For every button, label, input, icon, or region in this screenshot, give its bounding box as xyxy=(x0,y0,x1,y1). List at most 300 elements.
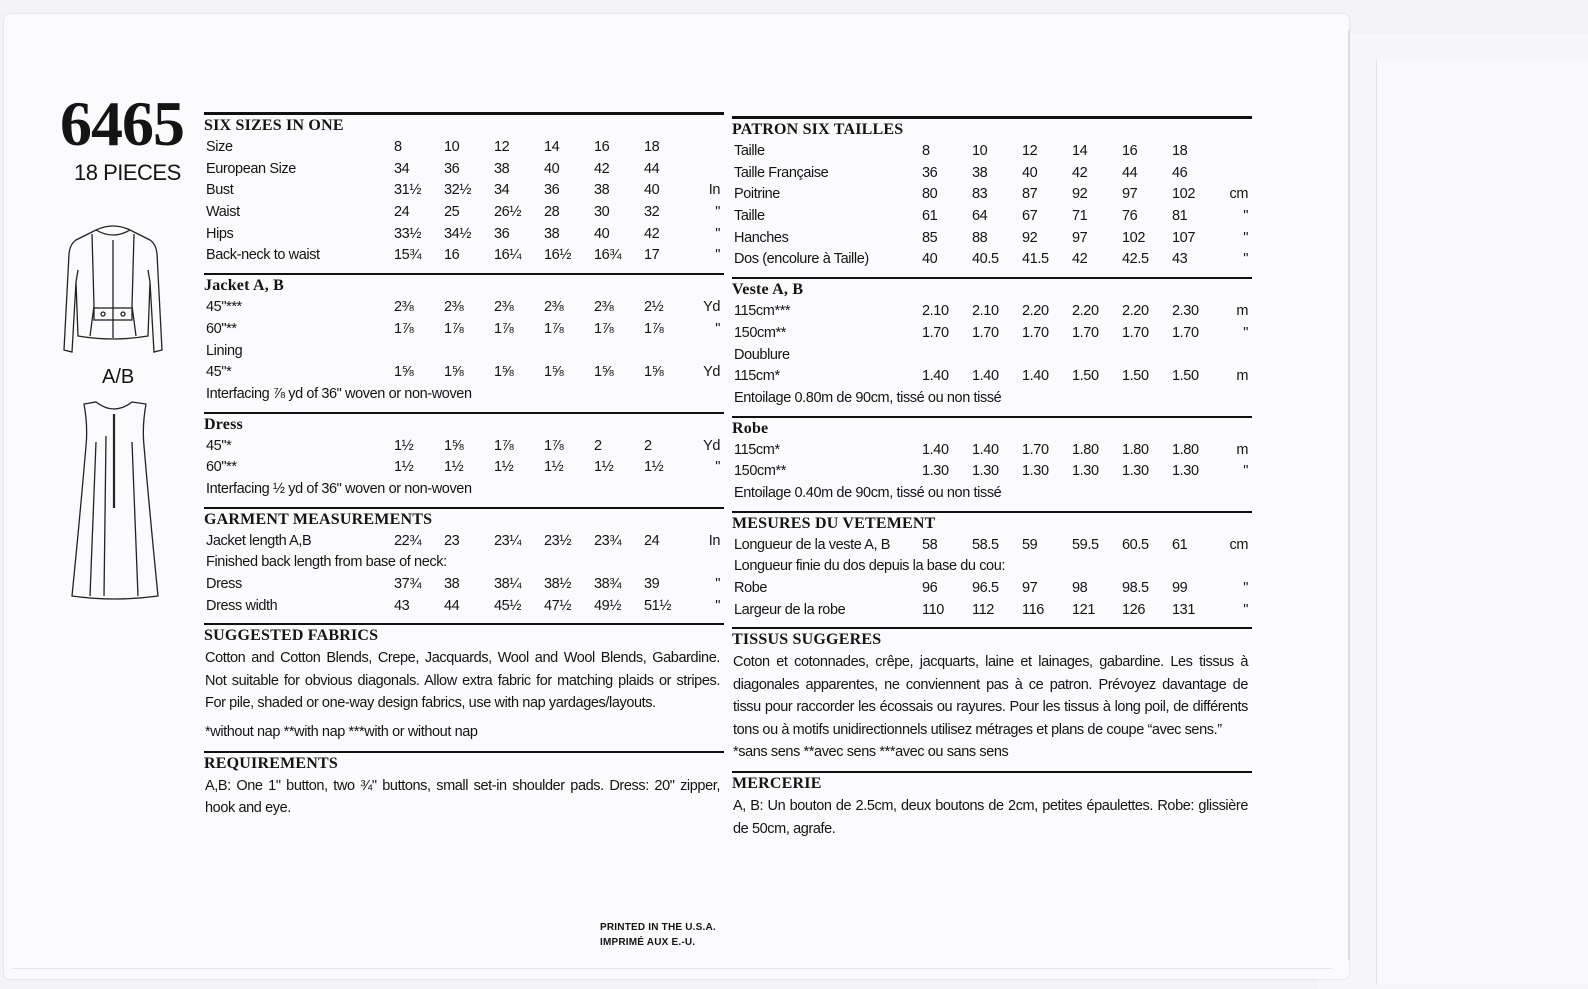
row-value: 38¾ xyxy=(594,576,622,593)
row-value: 58 xyxy=(922,536,938,553)
row-value: 43 xyxy=(394,597,410,614)
row-value: 1⅞ xyxy=(494,437,514,454)
table-row xyxy=(204,180,724,202)
table-row xyxy=(204,341,724,363)
row-value: 30 xyxy=(594,204,610,221)
row-unit: cm xyxy=(1229,186,1248,203)
row-value: 2.20 xyxy=(1072,303,1099,320)
view-label: A/B xyxy=(102,366,135,388)
fr-jacket-interfacing: Entoilage 0.80m de 90cm, tissé ou non tissé xyxy=(734,389,1002,406)
row-value: 121 xyxy=(1072,601,1095,618)
row-value: 15¾ xyxy=(394,247,422,264)
row-label: 60"** xyxy=(206,459,237,476)
row-value: 1.40 xyxy=(972,441,999,458)
row-unit: " xyxy=(715,225,720,242)
row-value: 1½ xyxy=(494,459,514,476)
row-value: 1.80 xyxy=(1072,441,1099,458)
fr-sizes-title: PATRON SIX TAILLES xyxy=(732,121,904,138)
row-unit: " xyxy=(1243,601,1248,618)
row-label: Bust xyxy=(206,182,234,199)
table-row xyxy=(732,323,1252,345)
row-unit: In xyxy=(708,532,720,549)
row-label: Dress xyxy=(206,576,242,593)
row-unit: " xyxy=(715,597,720,614)
row-value: 1.70 xyxy=(972,324,999,341)
table-row xyxy=(732,578,1252,600)
row-value: 36 xyxy=(922,164,938,181)
row-label: Waist xyxy=(206,204,240,221)
row-value: 116 xyxy=(1022,601,1044,618)
row-value: 98.5 xyxy=(1122,580,1149,597)
row-value: 45½ xyxy=(494,597,522,614)
row-value: 88 xyxy=(972,229,988,246)
fr-jacket-table xyxy=(732,301,1252,388)
row-value: 44 xyxy=(444,597,460,614)
row-value: 67 xyxy=(1022,208,1038,225)
row-value: 61 xyxy=(922,208,938,225)
table-row xyxy=(204,319,724,341)
table-row xyxy=(204,224,724,246)
row-unit: cm xyxy=(1229,536,1248,553)
printed-in-notice xyxy=(600,920,716,950)
table-row xyxy=(732,556,1252,578)
row-value: 80 xyxy=(922,186,938,203)
row-label: 45"*** xyxy=(206,299,242,316)
row-label: Finished back length from base of neck: xyxy=(206,554,447,571)
row-label: Longueur finie du dos depuis la base du cou: xyxy=(734,558,1006,575)
row-value: 18 xyxy=(1172,143,1188,159)
row-unit: " xyxy=(1243,229,1248,246)
row-value: 102 xyxy=(1172,186,1195,203)
row-value: 25 xyxy=(444,204,460,221)
row-value: 1½ xyxy=(394,459,414,476)
table-row xyxy=(732,440,1252,462)
row-value: 83 xyxy=(972,186,988,203)
row-label: Back-neck to waist xyxy=(206,247,320,264)
fabrics-title: SUGGESTED FABRICS xyxy=(204,627,379,645)
row-value: 24 xyxy=(644,532,660,549)
row-value: 42.5 xyxy=(1122,251,1149,268)
fr-garment-table xyxy=(732,535,1252,622)
jacket-title: Jacket A, B xyxy=(204,277,284,295)
row-value: 14 xyxy=(544,139,560,155)
row-value: 46 xyxy=(1172,164,1188,181)
table-row xyxy=(732,206,1252,228)
row-value: 36 xyxy=(544,182,560,199)
row-value: 1⅝ xyxy=(444,437,464,454)
row-value: 1⅝ xyxy=(644,364,664,381)
row-value: 1⅝ xyxy=(394,364,414,381)
row-value: 12 xyxy=(494,139,510,155)
jacket-table xyxy=(204,297,724,384)
row-value: 1.70 xyxy=(1122,324,1149,341)
row-value: 38 xyxy=(594,182,610,199)
row-value: 32½ xyxy=(444,182,472,199)
row-value: 1.70 xyxy=(1022,324,1049,341)
row-unit: " xyxy=(715,320,720,337)
row-value: 1.40 xyxy=(1022,368,1049,385)
row-value: 40 xyxy=(594,225,610,242)
row-value: 44 xyxy=(644,160,660,177)
row-unit: In xyxy=(708,182,720,199)
row-value: 22¾ xyxy=(394,532,422,549)
row-value: 14 xyxy=(1072,143,1088,159)
row-value: 1⅝ xyxy=(444,364,464,381)
pattern-number: 6465 xyxy=(60,88,184,159)
row-unit: " xyxy=(1243,580,1248,597)
table-row xyxy=(732,535,1252,557)
dress-interfacing: Interfacing ½ yd of 36" woven or non-woven xyxy=(206,480,472,497)
table-row xyxy=(204,245,724,267)
english-column xyxy=(204,112,724,820)
row-value: 16¼ xyxy=(494,247,522,264)
row-value: 1.50 xyxy=(1122,368,1149,385)
row-value: 1.70 xyxy=(1072,324,1099,341)
row-value: 126 xyxy=(1122,601,1145,618)
row-unit: " xyxy=(1243,251,1248,268)
row-value: 97 xyxy=(1072,229,1088,246)
row-value: 17 xyxy=(644,247,660,264)
row-unit: Yd xyxy=(703,299,720,316)
row-label: Largeur de la robe xyxy=(734,601,846,618)
table-row xyxy=(204,596,724,618)
row-value: 92 xyxy=(1072,186,1088,203)
jacket-section xyxy=(204,273,724,405)
fabrics-section xyxy=(204,623,724,743)
table-row xyxy=(732,249,1252,271)
row-value: 1½ xyxy=(394,437,414,454)
fr-sizes-table xyxy=(732,141,1252,271)
row-value: 1⅝ xyxy=(544,364,564,381)
fr-garment-section xyxy=(732,511,1252,622)
row-value: 2.30 xyxy=(1172,303,1199,320)
row-value: 23½ xyxy=(544,532,572,549)
row-label: 45"* xyxy=(206,364,232,381)
row-value: 38½ xyxy=(544,576,572,593)
row-value: 1⅞ xyxy=(394,320,414,337)
table-row xyxy=(732,141,1252,163)
fabrics-text: Cotton and Cotton Blends, Crepe, Jacquards, Wool and Wool Blends, Gabardine. Not suitable for obvious diagonals. Allow extra fabric for matching plaids or stripes. For pile, shaded or one-way design fabrics, use with nap yardages/layouts. xyxy=(205,650,720,712)
row-value: 28 xyxy=(544,204,560,221)
row-label: Hips xyxy=(206,225,234,242)
row-value: 16¾ xyxy=(594,247,622,264)
row-label: Lining xyxy=(206,342,243,359)
table-row xyxy=(732,184,1252,206)
table-row xyxy=(732,600,1252,622)
fr-requirements-section xyxy=(732,771,1252,840)
row-value: 1½ xyxy=(544,459,564,476)
row-unit: " xyxy=(715,576,720,593)
row-label: Robe xyxy=(734,580,768,597)
row-value: 1.30 xyxy=(1072,463,1099,480)
row-unit: Yd xyxy=(703,364,720,381)
row-value: 40 xyxy=(644,182,660,199)
table-row xyxy=(732,461,1252,483)
row-value: 34 xyxy=(494,182,510,199)
row-unit: m xyxy=(1236,303,1248,320)
row-value: 1⅝ xyxy=(594,364,614,381)
fr-fabrics-text: Coton et cotonnades, crêpe, jacquarts, laine et lainages, gabardine. Les tissus à diagonales apparentes, ne conviennent pas à ce patron. Prévoyez davantage de tissu pour raccorder les écossais ou rayures. Pour les tissus à long poil, de différents tons ou à motifs unidirectionnels utilisez métrages et plans de coupe “avec sens.” xyxy=(733,654,1248,738)
flap-fold-edge xyxy=(1348,30,1350,960)
row-value: 44 xyxy=(1122,164,1138,181)
row-value: 97 xyxy=(1122,186,1138,203)
row-value: 26½ xyxy=(494,204,522,221)
row-value: 40.5 xyxy=(972,251,999,268)
table-row xyxy=(204,457,724,479)
row-label: 115cm* xyxy=(734,368,780,385)
row-value: 1⅞ xyxy=(594,320,614,337)
row-value: 8 xyxy=(394,139,402,155)
row-value: 1.40 xyxy=(922,368,949,385)
row-value: 96 xyxy=(922,580,938,597)
row-value: 18 xyxy=(644,139,660,155)
row-value: 1.30 xyxy=(922,463,949,480)
row-value: 1½ xyxy=(594,459,614,476)
row-value: 1⅞ xyxy=(494,320,514,337)
table-row xyxy=(204,362,724,384)
fr-garment-title: MESURES DU VETEMENT xyxy=(732,514,936,532)
table-row xyxy=(204,531,724,553)
row-value: 2.20 xyxy=(1122,303,1149,320)
row-value: 1.80 xyxy=(1172,441,1199,458)
row-value: 31½ xyxy=(394,182,422,199)
row-value: 1.30 xyxy=(1122,463,1149,480)
row-unit: m xyxy=(1236,368,1248,385)
row-label: Dress width xyxy=(206,597,278,614)
row-label: 60"** xyxy=(206,320,237,337)
printed-line-fr: IMPRIMÉ AUX E.-U. xyxy=(600,937,696,948)
fr-fabrics-title: TISSUS SUGGERES xyxy=(732,631,882,649)
garment-section xyxy=(204,507,724,618)
row-value: 58.5 xyxy=(972,536,999,553)
row-value: 2⅜ xyxy=(594,299,614,316)
row-unit: " xyxy=(1243,208,1248,225)
row-value: 71 xyxy=(1072,208,1088,225)
fr-requirements-text: A, B: Un bouton de 2.5cm, deux boutons de 2cm, petites épaulettes. Robe: glissière de 50cm, agrafe. xyxy=(733,798,1248,837)
row-value: 1.50 xyxy=(1072,368,1099,385)
row-value: 60.5 xyxy=(1122,536,1149,553)
row-value: 10 xyxy=(972,143,988,159)
bottom-fold-line xyxy=(12,968,1332,969)
row-label: Jacket length A,B xyxy=(206,532,312,549)
row-value: 1½ xyxy=(444,459,464,476)
row-value: 40 xyxy=(1022,164,1038,181)
fr-dress-interfacing: Entoilage 0.40m de 90cm, tissé ou non tissé xyxy=(734,484,1002,501)
printed-line-en: PRINTED IN THE U.S.A. xyxy=(600,922,716,933)
row-value: 49½ xyxy=(594,597,622,614)
fr-dress-table xyxy=(732,440,1252,483)
requirements-title: REQUIREMENTS xyxy=(204,754,338,772)
row-value: 37¾ xyxy=(394,576,422,593)
garment-table xyxy=(204,531,724,618)
sizes-section xyxy=(204,112,724,267)
row-value: 2 xyxy=(644,437,652,454)
fr-sizes-section xyxy=(732,116,1252,271)
sizes-title: SIX SIZES IN ONE xyxy=(204,117,344,134)
dress-back-sketch xyxy=(66,396,166,606)
row-value: 2⅜ xyxy=(494,299,514,316)
row-value: 41.5 xyxy=(1022,251,1049,268)
row-value: 16½ xyxy=(544,247,572,264)
row-value: 2½ xyxy=(644,299,664,316)
row-value: 1.50 xyxy=(1172,368,1199,385)
requirements-text: A,B: One 1" button, two ¾" buttons, small set-in shoulder pads. Dress: 20" zipper, hook and eye. xyxy=(205,777,720,817)
row-value: 1½ xyxy=(644,459,664,476)
row-label: European Size xyxy=(206,160,296,177)
row-label: Taille xyxy=(734,208,765,225)
row-label: 115cm*** xyxy=(734,303,791,320)
table-row xyxy=(204,202,724,224)
row-label: 150cm** xyxy=(734,324,787,341)
row-value: 92 xyxy=(1022,229,1038,246)
row-label: 150cm** xyxy=(734,463,787,480)
row-value: 2⅜ xyxy=(394,299,414,316)
row-value: 2.20 xyxy=(1022,303,1049,320)
fr-jacket-section xyxy=(732,277,1252,409)
fr-nap-note: *sans sens **avec sens ***avec ou sans sens xyxy=(733,744,1009,761)
row-value: 39 xyxy=(644,576,660,593)
row-value: 99 xyxy=(1172,580,1188,597)
row-value: 38 xyxy=(972,164,988,181)
row-value: 96.5 xyxy=(972,580,999,597)
row-value: 59 xyxy=(1022,536,1038,553)
row-value: 10 xyxy=(444,139,460,155)
row-label: Doublure xyxy=(734,346,790,363)
envelope-side-flap xyxy=(1376,60,1588,985)
row-label: Size xyxy=(206,139,233,155)
row-value: 23¼ xyxy=(494,532,522,549)
dress-table xyxy=(204,436,724,479)
fr-dress-section xyxy=(732,416,1252,505)
row-value: 112 xyxy=(972,601,994,618)
row-value: 85 xyxy=(922,229,938,246)
row-value: 2⅜ xyxy=(444,299,464,316)
row-value: 98 xyxy=(1072,580,1088,597)
row-value: 1.70 xyxy=(1172,324,1199,341)
row-value: 97 xyxy=(1022,580,1038,597)
garment-title: GARMENT MEASUREMENTS xyxy=(204,510,433,528)
row-value: 1.70 xyxy=(922,324,949,341)
table-row xyxy=(204,137,724,159)
row-label: Hanches xyxy=(734,229,789,246)
row-label: 115cm* xyxy=(734,441,780,458)
jacket-back-sketch xyxy=(58,210,168,360)
row-value: 40 xyxy=(544,160,560,177)
row-value: 1⅞ xyxy=(444,320,464,337)
row-value: 38 xyxy=(494,160,510,177)
row-value: 42 xyxy=(594,160,610,177)
row-value: 59.5 xyxy=(1072,536,1099,553)
row-value: 2⅜ xyxy=(544,299,564,316)
row-unit: " xyxy=(715,247,720,264)
row-label: Taille Française xyxy=(734,164,829,181)
row-value: 1⅝ xyxy=(494,364,514,381)
row-unit: Yd xyxy=(703,437,720,454)
dress-title: Dress xyxy=(204,415,243,433)
row-value: 107 xyxy=(1172,229,1195,246)
row-value: 16 xyxy=(1122,143,1138,159)
table-row xyxy=(732,366,1252,388)
row-value: 81 xyxy=(1172,208,1188,225)
table-row xyxy=(204,297,724,319)
row-value: 23 xyxy=(444,532,460,549)
row-unit: " xyxy=(715,204,720,221)
table-row xyxy=(732,228,1252,250)
row-value: 40 xyxy=(922,251,938,268)
row-value: 38 xyxy=(444,576,460,593)
row-value: 64 xyxy=(972,208,988,225)
row-value: 51½ xyxy=(644,597,672,614)
row-value: 1.70 xyxy=(1022,441,1049,458)
row-value: 36 xyxy=(444,160,460,177)
row-unit: " xyxy=(1243,324,1248,341)
row-label: Taille xyxy=(734,143,765,159)
row-value: 1⅞ xyxy=(544,437,564,454)
row-value: 1.80 xyxy=(1122,441,1149,458)
row-value: 34½ xyxy=(444,225,472,242)
row-value: 8 xyxy=(922,143,930,159)
row-value: 34 xyxy=(394,160,410,177)
row-label: 45"* xyxy=(206,437,232,454)
row-value: 2.10 xyxy=(922,303,949,320)
row-value: 2 xyxy=(594,437,602,454)
table-row xyxy=(732,301,1252,323)
row-value: 102 xyxy=(1122,229,1145,246)
row-value: 61 xyxy=(1172,536,1188,553)
row-unit: m xyxy=(1236,441,1248,458)
french-column xyxy=(732,116,1252,840)
row-value: 16 xyxy=(594,139,610,155)
sizes-table xyxy=(204,137,724,267)
row-value: 38¼ xyxy=(494,576,522,593)
row-unit: " xyxy=(715,459,720,476)
row-value: 23¾ xyxy=(594,532,622,549)
row-value: 2.10 xyxy=(972,303,999,320)
dress-section xyxy=(204,412,724,501)
requirements-section xyxy=(204,751,724,820)
row-value: 42 xyxy=(1072,164,1088,181)
row-value: 1.40 xyxy=(922,441,949,458)
table-row xyxy=(204,436,724,458)
row-value: 42 xyxy=(644,225,660,242)
row-value: 16 xyxy=(444,247,460,264)
row-label: Longueur de la veste A, B xyxy=(734,536,891,553)
row-label: Dos (encolure à Taille) xyxy=(734,251,869,268)
row-label: Poitrine xyxy=(734,186,780,203)
row-value: 1⅞ xyxy=(544,320,564,337)
row-value: 1.30 xyxy=(972,463,999,480)
fr-fabrics-section xyxy=(732,627,1252,763)
row-value: 12 xyxy=(1022,143,1038,159)
row-value: 36 xyxy=(494,225,510,242)
row-value: 47½ xyxy=(544,597,572,614)
table-row xyxy=(204,574,724,596)
row-value: 76 xyxy=(1122,208,1138,225)
pieces-count: 18 PIECES xyxy=(74,160,181,185)
row-unit: " xyxy=(1243,463,1248,480)
table-row xyxy=(204,159,724,181)
row-value: 110 xyxy=(922,601,944,618)
jacket-interfacing: Interfacing ⅞ yd of 36" woven or non-woven xyxy=(206,385,472,402)
row-value: 33½ xyxy=(394,225,422,242)
table-row xyxy=(732,345,1252,367)
row-value: 1.30 xyxy=(1022,463,1049,480)
row-value: 24 xyxy=(394,204,410,221)
fr-jacket-title: Veste A, B xyxy=(732,281,804,299)
nap-note: *without nap **with nap ***with or without nap xyxy=(205,723,478,740)
row-value: 1.30 xyxy=(1172,463,1199,480)
fr-dress-title: Robe xyxy=(732,419,769,437)
